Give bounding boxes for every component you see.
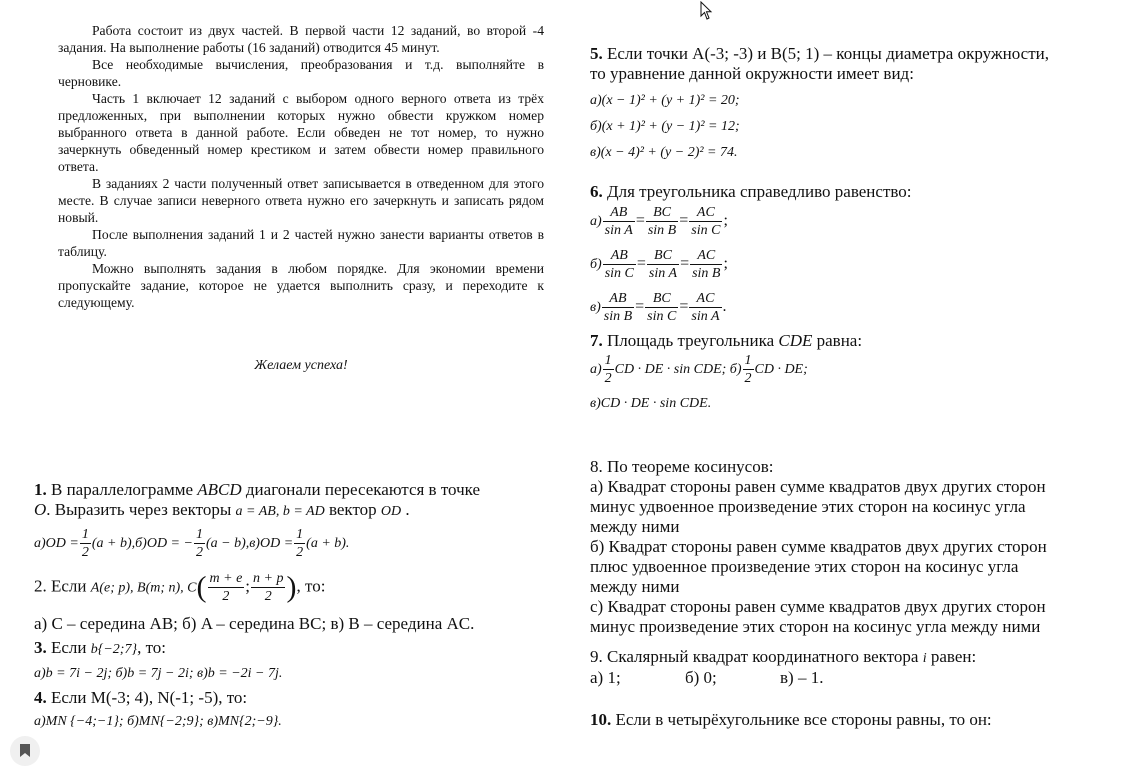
question-6-option-c: в) $\frac{AB}{\text{sin B}}$ = $\frac{BC}{\text{sin C}}$ = $\frac{AC}{\text{sin A}}$ . xyxy=(590,291,727,324)
question-9-options: а) 1; б) 0; в) – 1. xyxy=(590,668,824,687)
question-7: 7. Площадь треугольника CDE равна: xyxy=(590,331,863,350)
mouse-cursor-icon xyxy=(700,1,714,21)
instruction-paragraph: Работа состоит из двух частей. В первой части 12 заданий, во второй -4 задания. На выполнение работы (16 заданий) отводится 45 минут. xyxy=(58,23,544,55)
instruction-paragraph: Все необходимые вычисления, преобразования и т.д. выполняйте в черновике. xyxy=(58,57,544,89)
question-8: 8. По теореме косинусов: а) Квадрат стороны равен сумме квадратов двух других сторон минус удвоенное произведение этих сторон на косинус угла между ними б) Квадрат стороны равен сумме квадратов двух других сторон плюс удвоенное произведение этих сторон на косинус угла между ними с) Квадрат стороны равен сумме квадратов двух других сторон минус произведение этих сторон на косинус угла между ними xyxy=(590,457,1110,637)
bookmark-icon xyxy=(20,744,30,757)
question-4-options: а)MN {−4;−1}; б)MN{−2;9}; в)MN{2;−9}. xyxy=(34,714,282,729)
instructions xyxy=(58,22,544,311)
question-5-options xyxy=(590,88,740,166)
question-3: 3. Если b{−2;7}, то: xyxy=(34,638,167,657)
question-2: 2. Если A(e; p), B(m; n), C( $\frac{m + e}{2}$ ; $\frac{n + p}{2}$ ), то: xyxy=(34,570,326,604)
good-luck-text: Желаем успеха! xyxy=(254,358,348,373)
instruction-paragraph: В заданиях 2 части полученный ответ записывается в отведенном для этого месте. В случае записи неверного ответа нужно его зачеркнуть и записать рядом новый. xyxy=(58,176,544,225)
option-a: а)(x − 1)² + (y + 1)² = 20; xyxy=(590,93,740,108)
option-c: в)(x − 4)² + (y − 2)² = 74. xyxy=(590,145,738,160)
question-8-title: 8. По теореме косинусов: xyxy=(590,457,774,476)
question-1: 1. В параллелограмме ABCD диагонали пересекаются в точке O. Выразить через векторы a = AB, b = AD вектор OD . xyxy=(34,480,481,519)
instruction-paragraph: Можно выполнять задания в любом порядке. Для экономии времени пропускайте задание, которое не удается выполнить сразу, и переходите к следующему. xyxy=(58,261,544,310)
question-7-options-ab: а) $\frac{1}{2}$ CD · DE · sin CDE; б) $\frac{1}{2}$ CD · DE; xyxy=(590,353,808,386)
question-5: 5. Если точки A(-3; -3) и B(5; 1) – концы диаметра окружности, то уравнение данной окружности имеет вид: xyxy=(590,44,1049,83)
question-10: 10. Если в четырёхугольнике все стороны равны, то он: xyxy=(590,710,992,729)
question-6-option-b: б) $\frac{AB}{\text{sin C}}$ = $\frac{BC}{\text{sin A}}$ = $\frac{AC}{\text{sin B}}$ ; xyxy=(590,248,728,281)
option-b: б)(x + 1)² + (y − 1)² = 12; xyxy=(590,119,740,134)
question-3-options: а)b = 7i − 2j; б)b = 7j − 2i; в)b = −2i − 7j. xyxy=(34,666,283,681)
question-7-option-c: в)CD · DE · sin CDE. xyxy=(590,396,712,411)
question-2-answers: а) C – середина AB; б) A – середина BC; в) B – середина AC. xyxy=(34,614,475,633)
instruction-paragraph: После выполнения заданий 1 и 2 частей нужно занести варианты ответов в таблицу. xyxy=(58,227,544,259)
question-9: 9. Скалярный квадрат координатного вектора i равен: xyxy=(590,647,977,666)
bookmark-button[interactable] xyxy=(10,736,40,766)
question-4: 4. Если M(-3; 4), N(-1; -5), то: xyxy=(34,688,248,707)
question-6: 6. Для треугольника справедливо равенство: xyxy=(590,182,912,201)
instruction-paragraph: Часть 1 включает 12 заданий с выбором одного верного ответа из трёх предложенных, при выполнении которых нужно обвести кружком номер выбранного ответа в данной работе. Если обведен не тот номер, то нужно зачеркнуть обведенный номер крестиком и затем обвести номер правильного ответа. xyxy=(58,91,544,174)
question-6-option-a: а) $\frac{AB}{\text{sin A}}$ = $\frac{BC}{\text{sin B}}$ = $\frac{AC}{\text{sin C}}$ ; xyxy=(590,205,728,238)
question-1-options: а)OD = $\frac{1}{2}$ (a + b),б)OD = − $\frac{1}{2}$ (a − b),в)OD = $\frac{1}{2}$ (a + b). xyxy=(34,527,350,560)
